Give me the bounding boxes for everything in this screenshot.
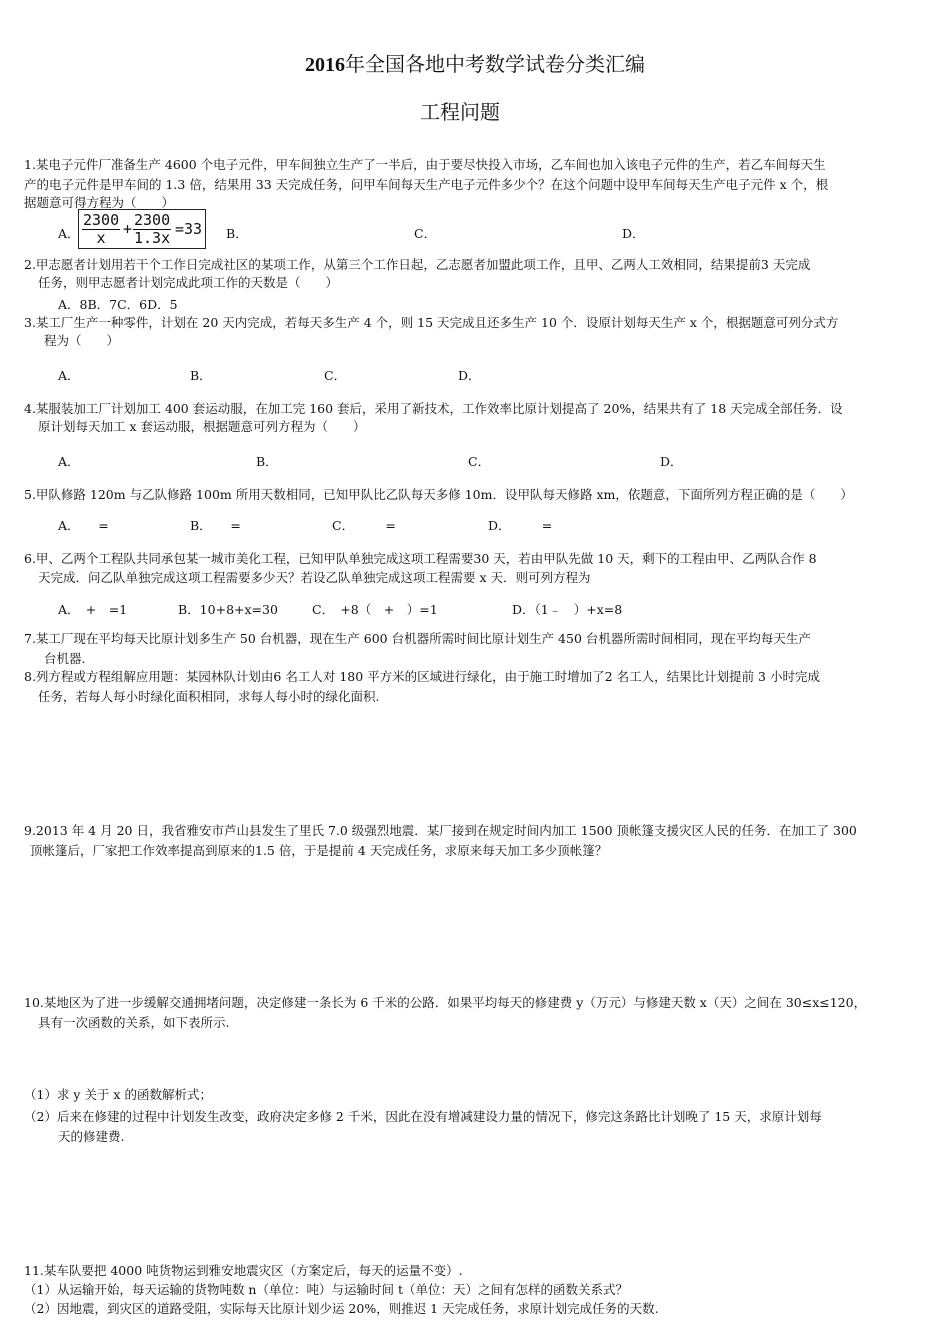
q1-equation-image bbox=[78, 209, 206, 249]
q8-line1: 8.列方程或方程组解应用题：某园林队计划由6 名工人对 180 平方米的区域进行绿化，由于施工时增加了2 名工人，结果比计划提前 3 小时完成 bbox=[24, 669, 820, 684]
q3-option-b: B． bbox=[190, 368, 212, 383]
q1-option-a: A． bbox=[58, 226, 80, 241]
q2-options: A．8B．7C．6D．5 bbox=[58, 297, 178, 312]
q10-line2: 具有一次函数的关系，如下表所示. bbox=[38, 1015, 230, 1030]
q6-option-d: D．（1﹣ ）+x=8 bbox=[512, 602, 623, 617]
q9-line1: 9.2013 年 4 月 20 日，我省雅安市芦山县发生了里氏 7.0 级强烈地震．某厂接到在规定时间内加工 1500 顶帐篷支援灾区人民的任务．在加工了 300 bbox=[24, 823, 857, 838]
q10-sub2-line1: （2）后来在修建的过程中计划发生改变，政府决定多修 2 千米，因此在没有增减建设力量的情况下，修完这条路比计划晚了 15 天，求原计划每 bbox=[24, 1109, 822, 1124]
q1-fraction-1 bbox=[82, 212, 120, 247]
q1-fraction-1-denominator: x bbox=[96, 229, 106, 247]
q1-fraction-2-numerator: 2300 bbox=[134, 211, 171, 229]
q1-equals-rhs: =33 bbox=[175, 220, 203, 238]
q1-option-d: D． bbox=[622, 226, 645, 241]
q2-line1: 2.甲志愿者计划用若干个工作日完成社区的某项工作，从第三个工作日起，乙志愿者加盟此项工作，且甲、乙两人工效相同，结果提前3 天完成 bbox=[24, 257, 811, 272]
q3-option-d: D． bbox=[458, 368, 481, 383]
title-year: 2016 bbox=[305, 54, 345, 76]
q3-line1: 3.某工厂生产一种零件，计划在 20 天内完成，若每天多生产 4 个，则 15 天完成且还多生产 10 个．设原计划每天生产 x 个，根据题意可列分式方 bbox=[24, 315, 839, 330]
q4-option-a: A． bbox=[58, 454, 80, 469]
title-text: 年全国各地中考数学试卷分类汇编 bbox=[345, 52, 645, 76]
q4-option-d: D． bbox=[660, 454, 683, 469]
q9-line2: 顶帐篷后，厂家把工作效率提高到原来的1.5 倍，于是提前 4 天完成任务，求原来每天加工多少顶帐篷？ bbox=[30, 843, 608, 858]
q6-line1: 6.甲、乙两个工程队共同承包某一城市美化工程，已知甲队单独完成这项工程需要30 天，若由甲队先做 10 天，剩下的工程由甲、乙两队合作 8 bbox=[24, 551, 817, 566]
q7-line1: 7.某工厂现在平均每天比原计划多生产 50 台机器，现在生产 600 台机器所需时间比原计划生产 450 台机器所需时间相同，现在平均每天生产 bbox=[24, 631, 811, 646]
q1-option-c: C． bbox=[414, 226, 437, 241]
q5-option-b: B． = bbox=[190, 518, 241, 533]
q5-line1: 5.甲队修路 120m 与乙队修路 100m 所用天数相同，已知甲队比乙队每天多修 10m．设甲队每天修路 xm，依题意，下面所列方程正确的是（ ） bbox=[24, 487, 853, 502]
q5-option-c: C． = bbox=[332, 518, 396, 533]
q11-line1: 11.某车队要把 4000 吨货物运到雅安地震灾区（方案定后，每天的运量不变）. bbox=[24, 1263, 463, 1278]
q10-line1: 10.某地区为了进一步缓解交通拥堵问题，决定修建一条长为 6 千米的公路．如果平均每天的修建费 y（万元）与修建天数 x（天）之间在 30≤x≤120， bbox=[24, 995, 867, 1010]
q5-option-d: D． = bbox=[488, 518, 553, 533]
q1-line2: 产的电子元件是甲车间的 1.3 倍，结果用 33 天完成任务，问甲车间每天生产电子元件多少个？在这个问题中设甲车间每天生产电子元件 x 个，根 bbox=[24, 177, 829, 192]
q1-option-b: B． bbox=[226, 226, 248, 241]
page-title bbox=[0, 48, 950, 77]
q10-sub1: （1）求 y 关于 x 的函数解析式； bbox=[24, 1087, 212, 1102]
q6-option-c: C． +8（ + ）=1 bbox=[312, 602, 438, 617]
q1-fraction-1-numerator: 2300 bbox=[83, 211, 120, 229]
q11-sub1: （1）从运输开始，每天运输的货物吨数 n（单位：吨）与运输时间 t（单位：天）之间有怎样的函数关系式？ bbox=[24, 1282, 628, 1297]
q5-option-a: A． = bbox=[58, 518, 109, 533]
q1-line1: 1.某电子元件厂准备生产 4600 个电子元件，甲车间独立生产了一半后，由于要尽快投入市场，乙车间也加入该电子元件的生产，若乙车间每天生 bbox=[24, 157, 826, 172]
q1-fraction-2-denominator: 1.3x bbox=[134, 229, 171, 247]
q11-sub2: （2）因地震，到灾区的道路受阻，实际每天比原计划少运 20%，则推迟 1 天完成任务，求原计划完成任务的天数. bbox=[24, 1301, 659, 1316]
q8-line2: 任务，若每人每小时绿化面积相同，求每人每小时的绿化面积. bbox=[38, 689, 380, 704]
q10-sub2-line2: 天的修建费. bbox=[58, 1129, 125, 1144]
q4-option-b: B． bbox=[256, 454, 278, 469]
q4-line1: 4.某服装加工厂计划加工 400 套运动服，在加工完 160 套后，采用了新技术，工作效率比原计划提高了 20%，结果共有了 18 天完成全部任务．设 bbox=[24, 401, 843, 416]
q7-line2: 台机器. bbox=[44, 651, 86, 666]
page-subtitle: 工程问题 bbox=[420, 100, 500, 124]
q6-line2: 天完成．问乙队单独完成这项工程需要多少天？若设乙队单独完成这项工程需要 x 天．则可列方程为 bbox=[38, 570, 591, 585]
q6-option-b: B．10+8+x=30 bbox=[178, 602, 278, 617]
q3-line2: 程为（ ） bbox=[44, 333, 120, 348]
q3-option-a: A． bbox=[58, 368, 80, 383]
q1-line3: 据题意可得方程为（ ） bbox=[24, 195, 175, 210]
q1-plus-sign: + bbox=[123, 220, 133, 238]
q6-option-a: A． + =1 bbox=[58, 602, 128, 617]
q4-line2: 原计划每天加工 x 套运动服，根据题意可列方程为（ ） bbox=[38, 419, 366, 434]
q2-line2: 任务，则甲志愿者计划完成此项工作的天数是（ ） bbox=[38, 275, 339, 290]
q1-fraction-2 bbox=[133, 212, 171, 247]
q4-option-c: C． bbox=[468, 454, 491, 469]
q3-option-c: C． bbox=[324, 368, 347, 383]
